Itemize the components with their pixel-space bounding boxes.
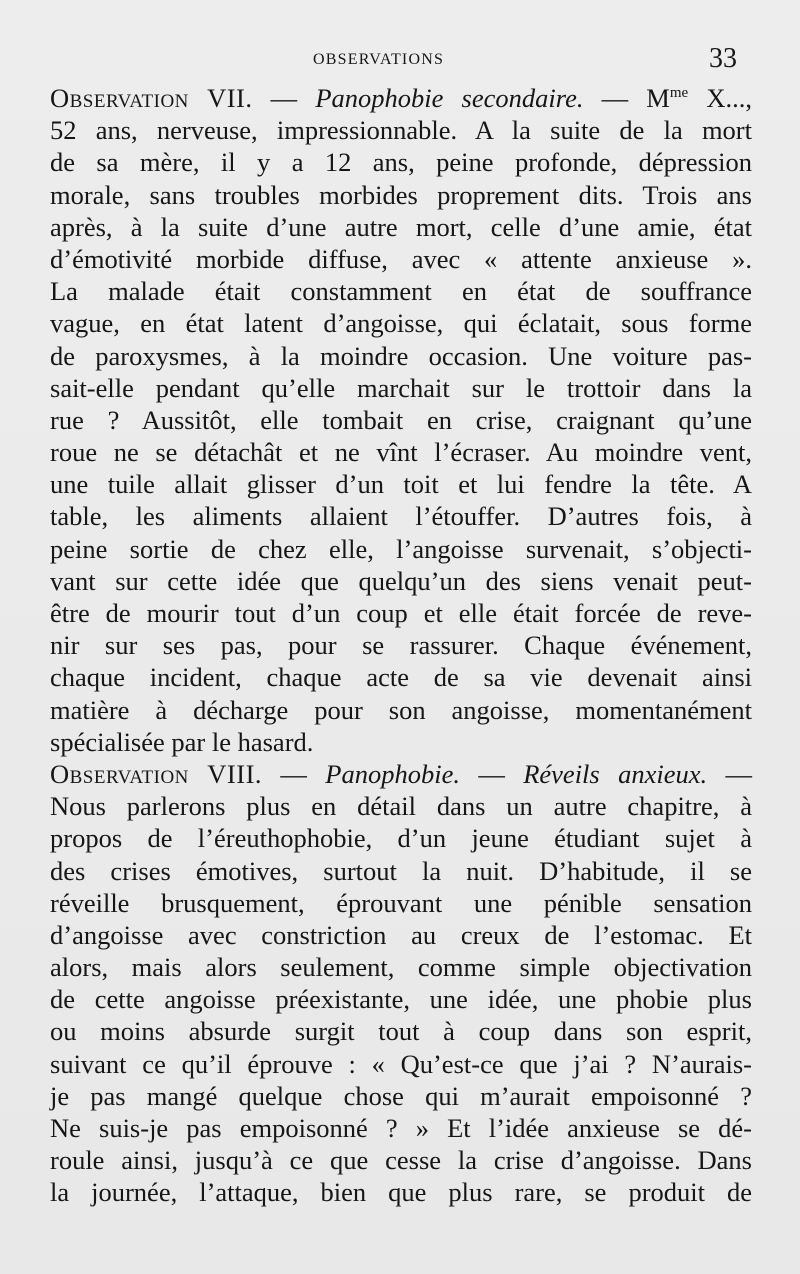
- text-line: spécialisée par le hasard.: [50, 726, 314, 757]
- text-line: vague, en état latent d’angoisse, qui éclatait, sous forme: [50, 308, 752, 339]
- text-line: morale, sans troubles morbides proprement dits. Trois ans: [50, 179, 752, 210]
- body-text: [50, 82, 752, 1209]
- text-line: je pas mangé quelque chose qui m’aurait empoisonné ?: [50, 1080, 752, 1111]
- observation-8-heading: [50, 758, 752, 790]
- text-line: ou moins absurde surgit tout à coup dans son esprit,: [50, 1016, 752, 1047]
- page-number: 33: [709, 43, 737, 74]
- text-line: de cette angoisse préexistante, une idée, une phobie plus: [50, 984, 752, 1015]
- observation-7-subject: Panophobie secondaire.: [315, 83, 584, 113]
- text-line: suivant ce qu’il éprouve : « Qu’est-ce que j’ai ? N’aurais-: [50, 1048, 752, 1079]
- text-line: alors, mais alors seulement, comme simple objectivation: [50, 952, 752, 983]
- text-line: roule ainsi, jusqu’à ce que cesse la crise d’angoisse. Dans: [50, 1145, 752, 1176]
- patient-title-superscript: me: [669, 85, 689, 101]
- heading-dash: —: [583, 83, 647, 113]
- observation-7-heading: [50, 82, 752, 114]
- text-line: nir sur ses pas, pour se rassurer. Chaque événement,: [50, 630, 752, 661]
- text-line: de paroxysmes, à la moindre occasion. Une voiture pas-: [50, 340, 752, 371]
- heading-dash: —: [707, 758, 753, 789]
- running-head: [0, 43, 800, 78]
- heading-dash: —: [459, 758, 524, 789]
- text-line: après, à la suite d’une autre mort, celle d’une amie, état: [50, 211, 752, 242]
- text-line: chaque incident, chaque acte de sa vie devenait ainsi: [50, 662, 752, 693]
- text-line: d’angoisse avec constriction au creux de l’estomac. Et: [50, 919, 752, 950]
- heading-dash: —: [262, 758, 326, 789]
- text-line: matière à décharge pour son angoisse, momentanément: [50, 694, 752, 725]
- text-line: la journée, l’attaque, bien que plus rare, se produit de: [50, 1177, 752, 1208]
- observation-8-subtitle: Réveils anxieux.: [523, 758, 708, 789]
- text-line: roue ne se détachât et ne vînt l’écraser. Au moindre vent,: [50, 437, 752, 468]
- text-line: des crises émotives, surtout la nuit. D’habitude, il se: [50, 855, 752, 886]
- heading-dash: —: [252, 83, 316, 113]
- observation-7-label: Observation VII.: [50, 83, 253, 113]
- text-line: de sa mère, il y a 12 ans, peine profonde, dépression: [50, 147, 752, 178]
- text-line: être de mourir tout d’un coup et elle était forcée de reve-: [50, 598, 752, 628]
- text-line: peine sortie de chez elle, l’angoisse survenait, s’objecti-: [50, 533, 752, 564]
- text-line: rue ? Aussitôt, elle tombait en crise, craignant qu’une: [50, 404, 752, 435]
- patient-name: M: [646, 83, 670, 113]
- patient-name-rest: X...,: [688, 83, 753, 113]
- text-line: sait-elle pendant qu’elle marchait sur le trottoir dans la: [50, 372, 752, 403]
- text-line: La malade était constamment en état de souffrance: [50, 276, 752, 307]
- text-line: 52 ans, nerveuse, impressionnable. A la suite de la mort: [50, 115, 752, 146]
- text-line: vant sur cette idée que quelqu’un des siens venait peut-: [50, 565, 752, 596]
- text-line: d’émotivité morbide diffuse, avec « attente anxieuse ».: [50, 243, 752, 274]
- observation-8-label: Observation VIII.: [50, 758, 263, 789]
- text-line: table, les aliments allaient l’étouffer. D’autres fois, à: [50, 501, 752, 532]
- text-line: Nous parlerons plus en détail dans un autre chapitre, à: [50, 791, 752, 822]
- running-title: OBSERVATIONS: [313, 51, 445, 68]
- text-line: une tuile allait glisser d’un toit et lui fendre la tête. A: [50, 469, 752, 500]
- observation-8-subject: Panophobie.: [325, 758, 460, 789]
- text-line: propos de l’éreuthophobie, d’un jeune étudiant sujet à: [50, 823, 752, 854]
- text-line: Ne suis-je pas empoisonné ? » Et l’idée anxieuse se dé-: [50, 1113, 752, 1143]
- text-line: réveille brusquement, éprouvant une pénible sensation: [50, 887, 752, 918]
